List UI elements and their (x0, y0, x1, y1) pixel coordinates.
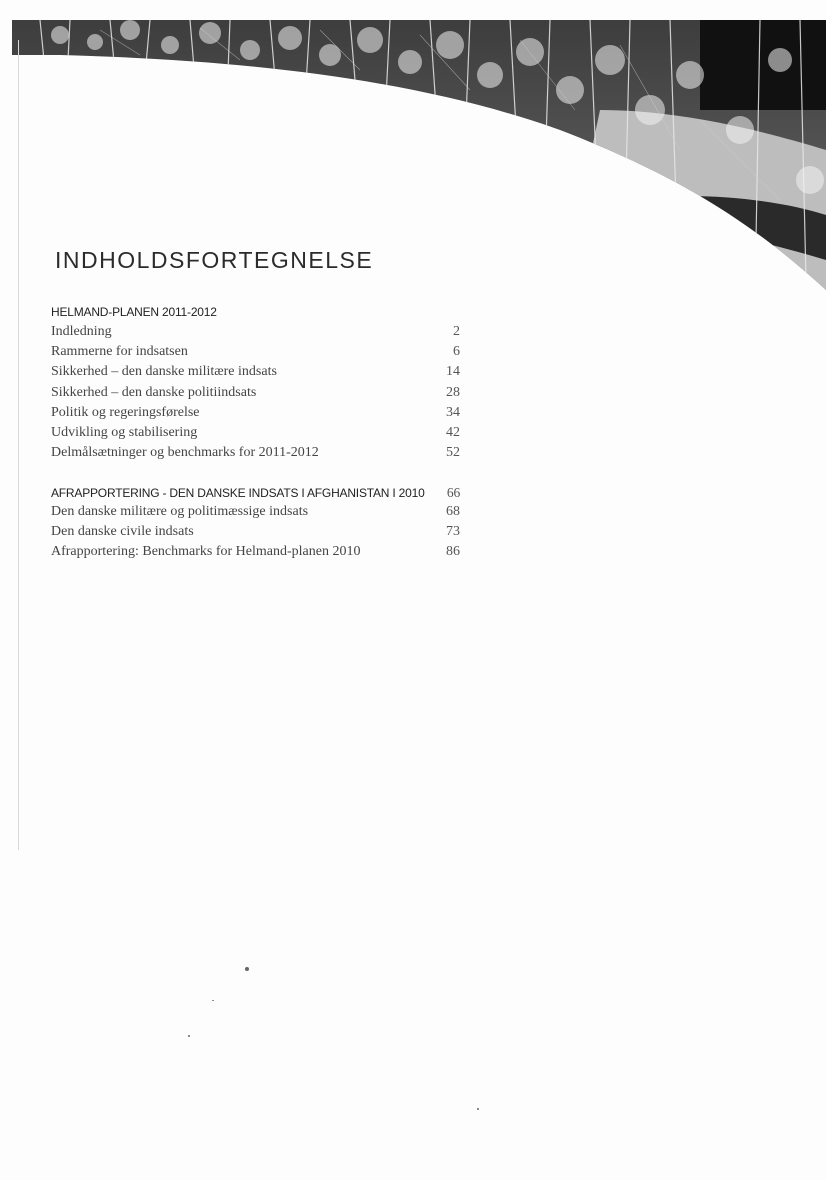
section-heading-page: 66 (446, 485, 460, 500)
toc-entry-page: 28 (446, 384, 460, 400)
toc-entry-label: Afrapportering: Benchmarks for Helmand-planen 2010 (51, 544, 361, 560)
scan-speck (188, 1035, 190, 1037)
toc-entry-page: 86 (446, 544, 460, 560)
toc-section-helmand-plan (51, 305, 460, 465)
toc-entry (51, 504, 460, 524)
toc-section-afrapportering (51, 485, 460, 565)
toc-entry (51, 364, 460, 384)
toc-entry-page: 14 (446, 364, 460, 380)
toc-entry (51, 405, 460, 425)
toc-entry-label: Den danske militære og politimæssige indsats (51, 504, 309, 519)
toc-entry-label: Sikkerhed – den danske politiindsats (51, 384, 257, 400)
toc-entry-label: Indledning (51, 324, 112, 339)
toc-entry-page: 2 (453, 324, 460, 339)
toc-entry-page: 34 (446, 404, 460, 420)
toc-entry (51, 344, 460, 364)
toc-section-heading (51, 305, 460, 324)
toc-entry-label: Politik og regeringsførelse (51, 404, 200, 420)
section-heading-label: HELMAND-PLANEN 2011-2012 (51, 305, 217, 319)
toc-entry-label: Udvikling og stabilisering (51, 424, 198, 440)
toc-entry (51, 445, 460, 465)
toc-section-heading (51, 485, 460, 504)
toc-entry-label: Sikkerhed – den danske militære indsats (51, 364, 277, 380)
toc-entry-page: 6 (453, 344, 460, 360)
section-heading-label: AFRAPPORTERING - DEN DANSKE INDSATS I AFGHANISTAN I 2010 (51, 486, 425, 500)
scan-speck (212, 1000, 214, 1001)
scan-speck (245, 967, 249, 971)
toc-entry (51, 544, 460, 564)
toc-entry-label: Rammerne for indsatsen (51, 344, 188, 360)
page-left-margin-line (18, 40, 19, 850)
scan-speck (477, 1108, 479, 1110)
toc-title: INDHOLDSFORTEGNELSE (55, 247, 374, 273)
toc-entry (51, 524, 460, 544)
toc-entry-page: 52 (446, 445, 460, 461)
toc-entry-label: Delmålsætninger og benchmarks for 2011-2012 (51, 445, 319, 461)
toc-entry-page: 42 (446, 424, 460, 440)
toc-entry (51, 324, 460, 344)
toc-entry-label: Den danske civile indsats (51, 524, 194, 540)
toc-entry-page: 68 (446, 504, 460, 519)
toc-entry (51, 425, 460, 445)
toc-entry-page: 73 (446, 524, 460, 540)
toc-entry (51, 385, 460, 405)
